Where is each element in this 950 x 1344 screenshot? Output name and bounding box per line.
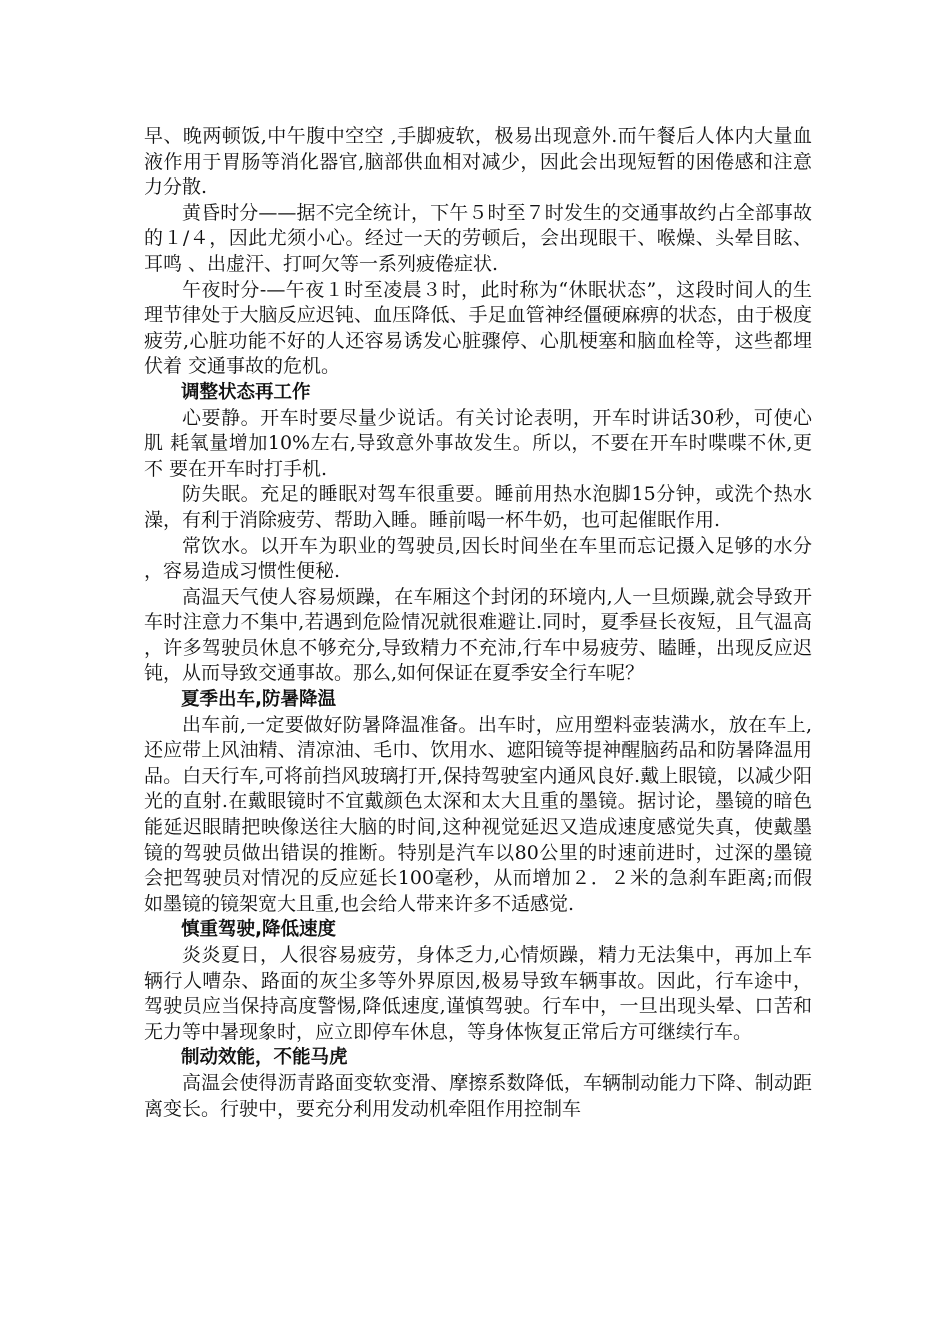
section-heading: 制动效能，不能马虎 <box>181 1047 348 1069</box>
paragraph: 黄昏时分——据不完全统计，下午５时至７时发生的交通事故约占全部事故的１/４，因此尤须小心。经过一天的劳顿后，会出现眼干、喉燥、头晕目眩、耳鸣 、出虚汗、打呵欠等一系列疲倦症状. <box>144 201 812 275</box>
paragraph: 高温会使得沥青路面变软变滑、摩擦系数降低，车辆制动能力下降、制动距离变长。行驶中，要充分利用发动机牵阻作用控制车 <box>144 1071 812 1120</box>
paragraph: 防失眠。充足的睡眠对驾车很重要。睡前用热水泡脚15分钟，或洗个热水澡，有利于消除疲劳、帮助入睡。睡前喝一杯牛奶，也可起催眠作用. <box>144 483 812 531</box>
section-heading: 慎重驾驶,降低速度 <box>181 919 337 941</box>
paragraph: 早、晚两顿饭,中午腹中空空 ,手脚疲软，极易出现意外.而午餐后人体内大量血液作用于胃肠等消化器官,脑部供血相对减少，因此会出现短暂的困倦感和注意力分散. <box>144 125 812 199</box>
paragraph: 午夜时分-—午夜１时至凌晨３时，此时称为“休眠状态”，这段时间人的生理节律处于大脑反应迟钝、血压降低、手足血管神经僵硬麻痹的状态，由于极度疲劳,心脏功能不好的人还容易诱发心脏骤停、心肌梗塞和脑血栓等，这些都埋伏着 交通事故的危机。 <box>144 278 812 378</box>
section-heading: 调整状态再工作 <box>181 381 311 403</box>
paragraph: 炎炎夏日，人很容易疲劳，身体乏力,心情烦躁，精力无法集中，再加上车辆行人嘈杂、路面的灰尘多等外界原因,极易导致车辆事故。因此，行车途中，驾驶员应当保持高度警惕,降低速度,谨慎驾驶。行车中，一旦出现头晕、口苦和无力等中暑现象时，应立即停车休息，等身体恢复正常后方可继续行车。 <box>144 944 812 1043</box>
paragraph: 心要静。开车时要尽量少说话。有关讨论表明，开车时讲话30秒，可使心肌 耗氧量增加10%左右,导致意外事故发生。所以，不要在开车时喋喋不休,更不 要在开车时打手机. <box>144 406 812 480</box>
document-body <box>144 124 812 1122</box>
section-heading: 夏季出车,防暑降温 <box>181 689 337 711</box>
paragraph: 高温天气使人容易烦躁，在车厢这个封闭的环境内,人一旦烦躁,就会导致开车时注意力不集中,若遇到危险情况就很难避让.同时，夏季昼长夜短，且气温高，许多驾驶员休息不够充分,导致精力不充沛,行车中易疲劳、瞌睡，出现反应迟钝，从而导致交通事故。那么,如何保证在夏季安全行车呢？ <box>144 585 812 685</box>
paragraph: 出车前,一定要做好防暑降温准备。出车时，应用塑料壶装满水，放在车上,还应带上风油精、清凉油、毛巾、饮用水、遮阳镜等提神醒脑药品和防暑降温用品。白天行车,可将前挡风玻璃打开,保持驾驶室内通风良好.戴上眼镜，以减少阳光的直射.在戴眼镜时不宜戴颜色太深和太大且重的墨镜。据讨论，墨镜的暗色能延迟眼睛把映像送往大脑的时间,这种视觉延迟又造成速度感觉失真，使戴墨镜的驾驶员做出错误的推断。特别是汽车以80公里的时速前进时，过深的墨镜会把驾驶员对情况的反应延长100毫秒，从而增加２．２米的急刹车距离;而假如墨镜的镜架宽大且重,也会给人带来许多不适感觉. <box>144 713 812 915</box>
paragraph: 常饮水。以开车为职业的驾驶员,因长时间坐在车里而忘记摄入足够的水分，容易造成习惯性便秘. <box>144 534 812 583</box>
